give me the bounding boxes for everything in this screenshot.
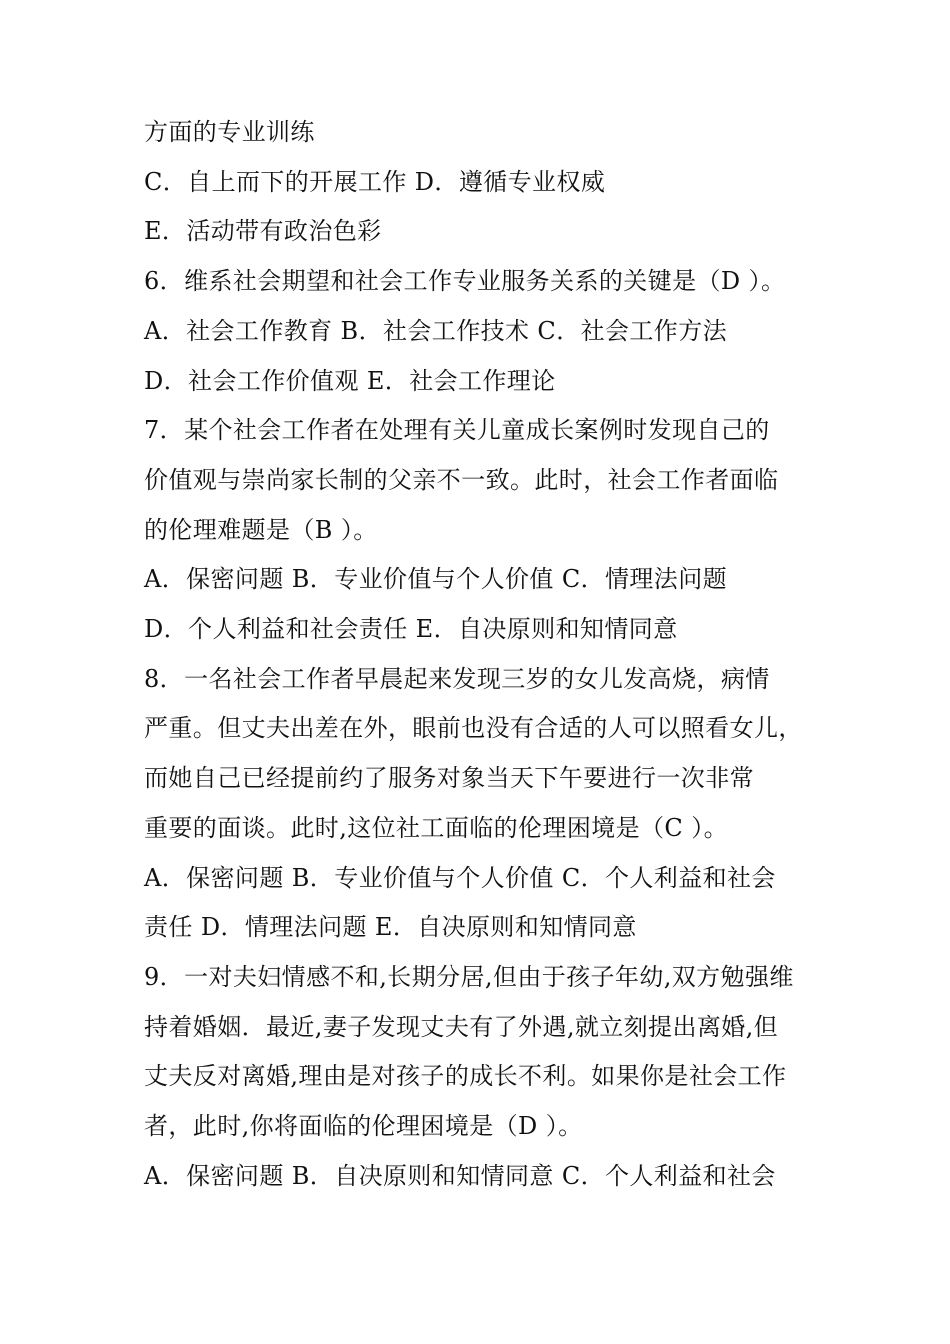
document-body <box>144 108 824 1201</box>
answer-options-line: 责任 D．情理法问题 E．自决原则和知情同意 <box>144 913 637 942</box>
answer-options-line: D．社会工作价值观 E．社会工作理论 <box>144 366 556 395</box>
text-line: 的伦理难题是（B ）。 <box>144 515 378 544</box>
question-6: 6．维系社会期望和社会工作专业服务关系的关键是（D ）。 <box>144 267 786 296</box>
question-8: 8．一名社会工作者早晨起来发现三岁的女儿发高烧，病情 <box>144 664 770 693</box>
answer-options-line: D．个人利益和社会责任 E．自决原则和知情同意 <box>144 615 678 644</box>
text-line: 持着婚姻．最近,妻子发现丈夫有了外遇,就立刻提出离婚,但 <box>144 1012 779 1041</box>
question-9: 9．一对夫妇情感不和,长期分居,但由于孩子年幼,双方勉强维 <box>144 962 794 991</box>
answer-options-line: E．活动带有政治色彩 <box>144 217 382 246</box>
text-line: 重要的面谈。此时,这位社工面临的伦理困境是（C ）。 <box>144 813 729 842</box>
text-line: 价值观与崇尚家长制的父亲不一致。此时，社会工作者面临 <box>144 465 779 494</box>
answer-options-line: C．自上而下的开展工作 D．遵循专业权威 <box>144 167 606 196</box>
answer-options-line: A．保密问题 B．专业价值与个人价值 C．情理法问题 <box>144 565 727 594</box>
text-line: 丈夫反对离婚,理由是对孩子的成长不利。如果你是社会工作 <box>144 1062 787 1091</box>
text-line: 而她自己已经提前约了服务对象当天下午要进行一次非常 <box>144 764 754 793</box>
answer-options-line: A．保密问题 B．专业价值与个人价值 C．个人利益和社会 <box>144 863 776 892</box>
text-line: 者，此时,你将面临的伦理困境是（D ）。 <box>144 1112 583 1141</box>
text-line: 严重。但丈夫出差在外，眼前也没有合适的人可以照看女儿， <box>144 714 803 743</box>
answer-options-line: A．保密问题 B．自决原则和知情同意 C．个人利益和社会 <box>144 1161 776 1190</box>
question-7: 7．某个社会工作者在处理有关儿童成长案例时发现自己的 <box>144 416 770 445</box>
answer-options-line: A．社会工作教育 B．社会工作技术 C．社会工作方法 <box>144 316 727 345</box>
text-line: 方面的专业训练 <box>144 118 315 146</box>
